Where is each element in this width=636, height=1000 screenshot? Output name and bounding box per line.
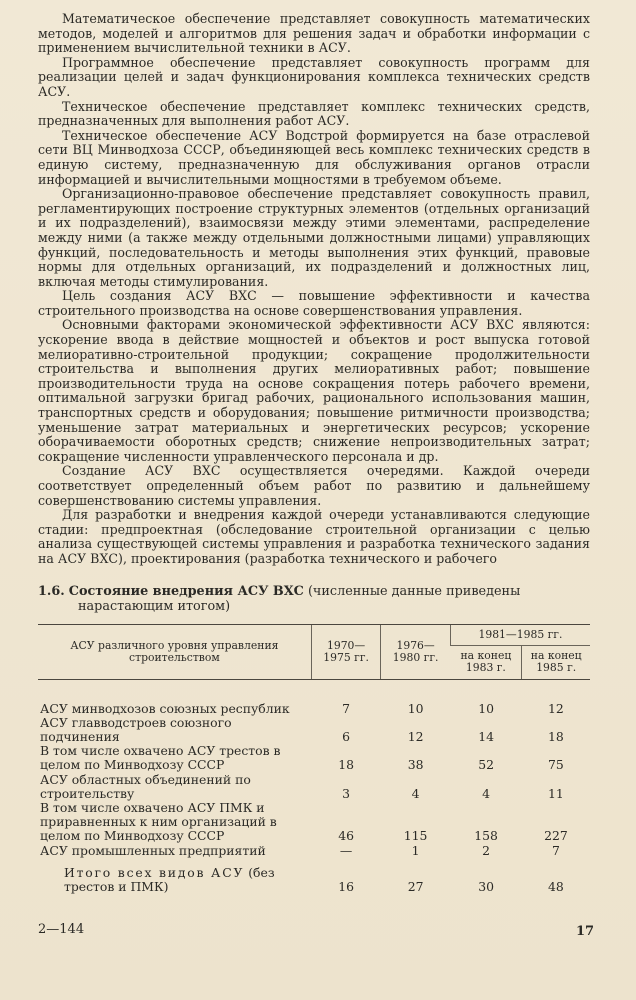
table-note-line1: (численные данные приведены [307, 584, 521, 599]
cell-1970: 6 [342, 729, 351, 745]
page-number: 17 [576, 924, 595, 939]
paragraph: Создание АСУ ВХС осуществляется очередями. Каждой очереди соответствует определенный объем работ по развитию и дальнейшему совершенствованию системы управления. [38, 463, 590, 508]
total-label: Итого всех видов АСУ [64, 864, 245, 880]
cell-1976: 10 [407, 700, 424, 716]
row-label: АСУ промышленных предприятий [40, 842, 266, 858]
cell-total-1983: 30 [478, 879, 494, 895]
paragraph: Организационно-правовое обеспечение представляет совокупность правил, регламентирующих построение структурных элементов (отдельных организаций и их подразделений), взаимосвязи между этими элементами, распределение между ними (а также между отдельными должностными лицами) управляющих функций, последовательность и методы выполнения этих функций, правовые нормы для отдельных организаций, их подразделений и должностных лиц, включая методы стимулирования. [38, 186, 590, 289]
row-label: АСУ минводхозов союзных республик [40, 700, 290, 716]
table-row [38, 716, 590, 744]
header-1983: на конец 1983 г. [450, 646, 522, 679]
header-level: АСУ различного уровня управления строительством [38, 625, 311, 680]
cell-total-1970: 16 [338, 879, 354, 895]
cell-1983: 158 [474, 828, 498, 844]
paragraph: Цель создания АСУ ВХС — повышение эффективности и качества строительного производства на основе совершенствования управления. [38, 288, 590, 318]
printer-signature: 2—144 [38, 922, 85, 937]
cell-total-1985: 48 [548, 879, 564, 895]
table-row [38, 744, 590, 772]
row-label: В том числе охвачено АСУ ПМК и приравненных к ним организаций в целом по Минводхозу СССР [40, 800, 277, 844]
cell-1983: 2 [482, 842, 491, 858]
paragraph: Техническое обеспечение представляет комплекс технических средств, предназначенных для выполнения работ АСУ. [38, 98, 590, 129]
data-table [38, 624, 590, 894]
cell-1985: 227 [544, 828, 568, 844]
header-1970: 1970—1975 гг. [311, 625, 381, 680]
table-row [38, 773, 590, 801]
table-spacer [38, 679, 590, 702]
body-text [38, 12, 590, 567]
table-row [38, 844, 590, 858]
row-label: АСУ областных объединений по строительству [40, 771, 251, 801]
cell-1983: 4 [482, 785, 491, 801]
paragraph: Основными факторами экономической эффективности АСУ ВХС являются: ускорение ввода в действие мощностей и объектов и рост выпуска готовой мелиоративно-строительной продукции; сокращение продолжительности строительства и выполнения других мелиоративных работ; повышение производительности труда на основе сокращения потерь рабочего времени, оптимальной загрузки бригад рабочих, рационального использования машин, транспортных средств и оборудования; повышение ритмичности производства; уменьшение затрат материальных и энергетических ресурсов; ускорение оборачиваемости оборотных средств; снижение непроизводительных затрат; сокращение численности управленческого персонала и др. [38, 317, 590, 464]
header-1981-1985: 1981—1985 гг. [450, 625, 590, 646]
cell-1970: 18 [338, 757, 354, 773]
table-note-line2: нарастающим итогом) [78, 599, 231, 614]
table-row [38, 801, 590, 844]
table-row-total [38, 858, 590, 894]
table-heading-line1 [38, 584, 590, 599]
table-title: Состояние внедрения АСУ ВХС [68, 584, 304, 599]
cell-1970: — [339, 842, 353, 858]
cell-1983: 14 [478, 729, 494, 745]
paragraph: Программное обеспечение представляет совокупность программ для реализации целей и задач функционирования комплекса технических средств АСУ. [38, 54, 590, 99]
table-number: 1.6. [38, 584, 65, 599]
cell-1976: 38 [407, 757, 424, 773]
paragraph: Математическое обеспечение представляет совокупность математических методов, моделей и алгоритмов для решения задач и обработки информации с применением вычислительной техники в АСУ. [38, 11, 590, 56]
cell-1976: 12 [407, 729, 424, 745]
row-label: АСУ главводстроев союзного подчинения [40, 714, 232, 745]
row-label: В том числе охвачено АСУ трестов в целом по Минводхозу СССР [40, 743, 281, 773]
total-label-rest: (без трестов и ПМК) [64, 864, 275, 895]
row-label-total [38, 858, 311, 894]
table-heading [38, 584, 590, 614]
cell-1976: 1 [411, 842, 420, 858]
cell-1985: 75 [548, 757, 564, 773]
cell-1970: 46 [338, 828, 354, 844]
cell-1985: 12 [548, 700, 564, 716]
cell-1985: 18 [548, 729, 564, 745]
cell-1970: 7 [342, 700, 351, 716]
cell-total-1976: 27 [407, 879, 424, 895]
paragraph: Для разработки и внедрения каждой очереди устанавливаются следующие стадии: предпроектная (обследование строительной организации с целью анализа существующей системы управления и разработка технического задания на АСУ ВХС), проектирования (разработка технического и рабочего [38, 507, 590, 566]
cell-1976: 115 [403, 828, 428, 844]
cell-1970: 3 [342, 785, 351, 801]
table-row [38, 702, 590, 716]
cell-1983: 52 [478, 757, 494, 773]
cell-1985: 7 [552, 842, 560, 858]
header-1976: 1976—1980 гг. [381, 625, 451, 680]
paragraph: Техническое обеспечение АСУ Водстрой формируется на базе отраслевой сети ВЦ Минводхоза СССР, объединяющей весь комплекс технических средств в единую систему, предназначенную для обслуживания органов отрасли информацией и вычислительными мощностями в требуемом объеме. [38, 127, 590, 187]
header-1985: на конец 1985 г. [522, 646, 590, 679]
cell-1983: 10 [478, 700, 494, 716]
cell-1976: 4 [411, 785, 420, 801]
cell-1985: 11 [548, 785, 564, 801]
